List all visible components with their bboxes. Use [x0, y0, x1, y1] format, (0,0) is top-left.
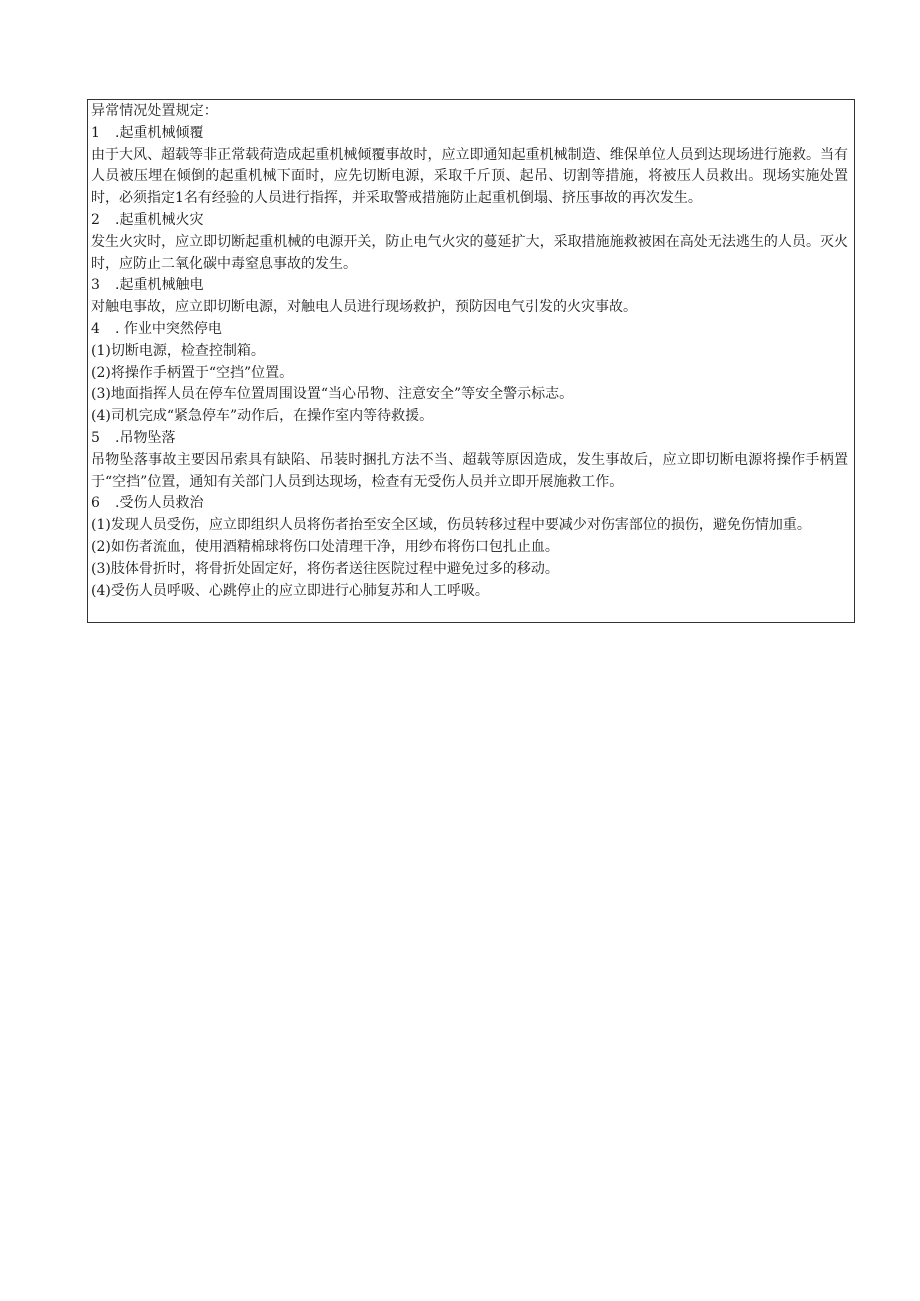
- section-heading: [91, 319, 848, 341]
- section-number: 3: [91, 277, 100, 294]
- document-title: 异常情况处置规定：: [91, 103, 218, 119]
- document-box: [87, 99, 855, 623]
- section-paragraph: 由于大风、超载等非正常载荷造成起重机械倾覆事故时，应立即通知起重机械制造、维保单位人员到达现场进行施救。当有人员被压埋在倾倒的起重机械下面时，应先切断电源，采取千斤顶、起吊、切割等措施，将被压人员救出。现场实施处置时，必须指定1名有经验的人员进行指挥，并采取警戒措施防止起重机倒塌、挤压事故的再次发生。: [91, 146, 848, 207]
- section-title: .起重机械火灾: [115, 211, 204, 228]
- section-heading: [91, 275, 848, 297]
- section-list-item: (1)发现人员受伤，应立即组织人员将伤者抬至安全区域，伤员转移过程中要减少对伤害部位的损伤，避免伤情加重。: [91, 517, 811, 534]
- section-heading: [91, 210, 848, 232]
- section-title: . 作业中突然停电: [115, 320, 222, 337]
- section-title: .起重机械触电: [115, 277, 204, 294]
- section-number: 2: [91, 211, 100, 228]
- section-list-item: (3)肢体骨折时，将骨折处固定好，将伤者送往医院过程中避免过多的移动。: [91, 560, 559, 577]
- section-heading: [91, 123, 848, 145]
- section-list-item: (3)地面指挥人员在停车位置周围设置“当心吊物、注意安全”等安全警示标志。: [91, 386, 574, 403]
- section-list-item: (1)切断电源，检查控制箱。: [91, 342, 265, 359]
- section-list-item: (4)受伤人员呼吸、心跳停止的应立即进行心肺复苏和人工呼吸。: [91, 582, 489, 599]
- section-paragraph: 发生火灾时，应立即切断起重机械的电源开关，防止电气火灾的蔓延扩大，采取措施施救被困在高处无法逃生的人员。灭火时，应防止二氧化碳中毒窒息事故的发生。: [91, 233, 848, 272]
- section-number: 4: [91, 320, 100, 337]
- section-heading: [91, 428, 848, 450]
- section-list-item: (2)将操作手柄置于“空挡”位置。: [91, 364, 294, 381]
- section-title: .起重机械倾覆: [115, 124, 204, 141]
- section-paragraph: 对触电事故，应立即切断电源，对触电人员进行现场救护，预防因电气引发的火灾事故。: [91, 299, 637, 316]
- section-title: .吊物坠落: [115, 429, 176, 446]
- section-paragraph: 吊物坠落事故主要因吊索具有缺陷、吊装时捆扎方法不当、超载等原因造成，发生事故后，应立即切断电源将操作手柄置于“空挡”位置，通知有关部门人员到达现场，检查有无受伤人员并立即开展施救工作。: [91, 451, 848, 490]
- section-list-item: (2)如伤者流血，使用酒精棉球将伤口处清理干净，用纱布将伤口包扎止血。: [91, 538, 559, 555]
- section-number: 5: [91, 429, 100, 446]
- section-number: 6: [91, 495, 100, 512]
- section-title: .受伤人员救治: [115, 495, 204, 512]
- section-number: 1: [91, 124, 100, 141]
- section-list-item: (4)司机完成“紧急停车”动作后，在操作室内等待救援。: [91, 408, 434, 425]
- section-heading: [91, 493, 848, 515]
